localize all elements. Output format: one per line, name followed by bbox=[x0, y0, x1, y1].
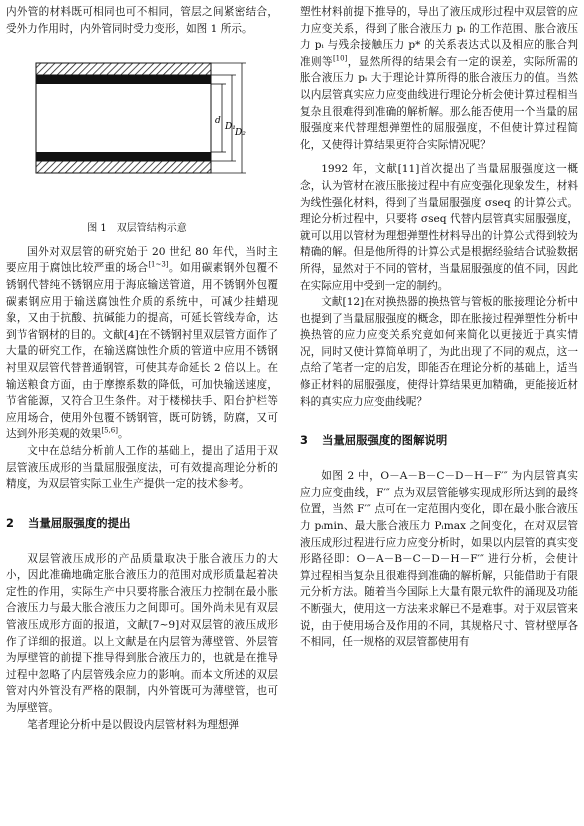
right-column bbox=[300, 4, 578, 651]
citation: [10] bbox=[332, 54, 348, 63]
double-tube-diagram bbox=[26, 49, 256, 189]
dim-label-d: d bbox=[215, 116, 221, 127]
outer-wall-top bbox=[36, 63, 211, 75]
paragraph: 文中在总结分析前人工作的基础上，提出了适用于双层管液压成形的当量屈服强度法，可有效提高理论分析的精度，为双层管实际工业生产提供一定的技术参考。 bbox=[6, 444, 278, 491]
dim-label-d2: D₂ bbox=[235, 128, 246, 139]
section-number: 2 bbox=[6, 515, 14, 530]
section-heading bbox=[6, 515, 278, 531]
section-number: 3 bbox=[300, 433, 308, 448]
citation: [5,6] bbox=[101, 426, 118, 435]
paragraph: 双层管液压成形的产品质量取决于胀合液压力的大小，因此准确地确定胀合液压力的范围对成形质量起着决定性的作用，实际生产中只要将胀合液压力控制在最小胀合液压力与最大胀合液压力之间即可。国外尚未见有双层管液压成形方面的报道，文献[7~9]对双层管的液压成形作了详细的报道。以上文献是在内层管为薄壁管、外层管为厚壁管的前提下推导得到胀合液压力的，也就是在推导过程中忽略了内层管残余应力的影响。而本文所述的双层管对内外管没有严格的限制，内外管既可为薄壁管，也可为厚壁管。 bbox=[6, 552, 278, 715]
section-title: 当量屈服强度的提出 bbox=[27, 515, 131, 530]
figure-caption bbox=[6, 221, 278, 238]
paragraph: 如图 2 中，O－A－B－C－D－H－F′″ 为内层管真实应力应变曲线，F′″ 点为双层管能够实现成形所达到的最终位置，当然 F′″ 点可在一定范围内变化，即在最小胀合液压力 pᵢmin、最大胀合液压力 Pᵢmax 之间变化，在对双层管液压成形过程进行应力应变分析时，如果以内层管的真实变形路径即：O－A－B－C－D－H－F′″ 进行分析，会使计算过程相当复杂且很难得到准确的解析解，只能借助于有限元分析方法。随着当今国际上大量有限元软件的涌现及功能不断强大，使用这一方法来求解已不是难事。对于双层管来说，由于使用场合及作用的不同，其规格尺寸、管材壁厚各不相同，任一规格的双层管都使用有 bbox=[300, 470, 578, 649]
section-title: 当量屈服强度的图解说明 bbox=[321, 433, 448, 448]
paragraph-text: 。 bbox=[117, 428, 129, 441]
paragraph-text: 。如用碳素钢外包覆不锈钢代替纯不锈钢应用于海底输送管道，用不锈钢外包覆碳素钢应用于输送腐蚀性介质的系统中，可减少挂蜡现象，又由于抗酸、抗碱能力的提高，可延长管线寿命，达到节省钢材的目的。文献[4]在不锈钢衬里双层管方面作了大量的研究工作，在输送腐蚀性介质的管道中应用不锈钢衬里双层管代替普通钢管，可使其寿命延长 2 倍以上。在输送粮食方面，由于摩擦系数的降低，可加快输送速度，节省能源，又符合卫生条件。对于楼梯扶手、阳台护栏等应用场合，使用外包覆不锈钢管，既可防锈，防腐，又可达到外形美观的效果 bbox=[6, 262, 279, 441]
tube-bore bbox=[36, 84, 211, 152]
left-column bbox=[6, 4, 278, 733]
paragraph-text: ，显然所得的结果会有一定的误差，实际所需的胀合液压力 pᵢ 大于理论计算所得的胀合液压力的值。当然以内层管真实应力应变曲线进行理论分析会使计算过程相当复杂且很难得到准确的解析解。那么能否使用一个当量的屈服强度来代替理想弹塑性的屈服强度，不但使计算过程简化，又使得计算结果更符合实际情况呢？ bbox=[300, 55, 578, 151]
paragraph bbox=[6, 244, 278, 443]
figure-1 bbox=[6, 39, 278, 217]
dim-label-d1: D₁ bbox=[225, 122, 236, 133]
paragraph: 笔者理论分析中是以假设内层管材料为理想弹 bbox=[27, 718, 240, 731]
figure-number: 图 1 bbox=[87, 223, 107, 235]
paragraph: 文献[12]在对换热器的换热管与管板的胀接理论分析中也提到了当量屈服强度的概念，即在胀接过程弹塑性分析中换热管的应力应变关系究竟如何来简化以更接近于真实情况，同时又使计算简单明了，为此出现了不同的观点，这一点给了笔者一定的启发，即能否在理论分析的基础上，适当修正材料的屈服强度，使得计算结果更加精确，更能接近材料的真实应力应变曲线呢？ bbox=[300, 296, 578, 408]
section-heading bbox=[300, 432, 578, 448]
inner-wall-bottom bbox=[36, 152, 211, 161]
figure-title: 双层管结构示意 bbox=[116, 223, 187, 235]
paragraph bbox=[300, 4, 578, 153]
paragraph: 1992 年，文献[11]首次提出了当量屈服强度这一概念，认为管材在液压胀接过程中有应变强化现象发生，材料为线性强化材料，得到了当量屈服强度 σseq 的计算公式。理论分析过程中，只要将 σseq 代替内层管真实屈服强度，就可以用以管材为理想弹塑性材料导出的计算公式得到较为精确的解。但是他所得的计算公式是根据经验结合试验数据所得，显然对于不同的管材，当量屈服强度的值不同，因此在实际应用中受到一定的制约。 bbox=[300, 163, 578, 292]
paragraph: 内外管的材料既可相同也可不相同，管层之间紧密结合，受外力作用时，内外管同时受力变形，如图 1 所示。 bbox=[6, 6, 278, 35]
paragraph-text: 国外对双层管的研究始于 20 世纪 80 年代，当时主要应用于腐蚀比较严重的场合 bbox=[6, 245, 278, 275]
citation: [1~3] bbox=[148, 260, 169, 269]
inner-wall-top bbox=[36, 75, 211, 84]
paragraph-text: 塑性材料前提下推导的，导出了液压成形过程中双层管的应力应变关系，得到了胀合液压力 pᵢ 的工作范围、胀合液压力 pᵢ 与残余接触压力 p* 的关系表达式以及相应的胀合判准则等 bbox=[300, 6, 578, 68]
outer-wall-bottom bbox=[36, 161, 211, 173]
